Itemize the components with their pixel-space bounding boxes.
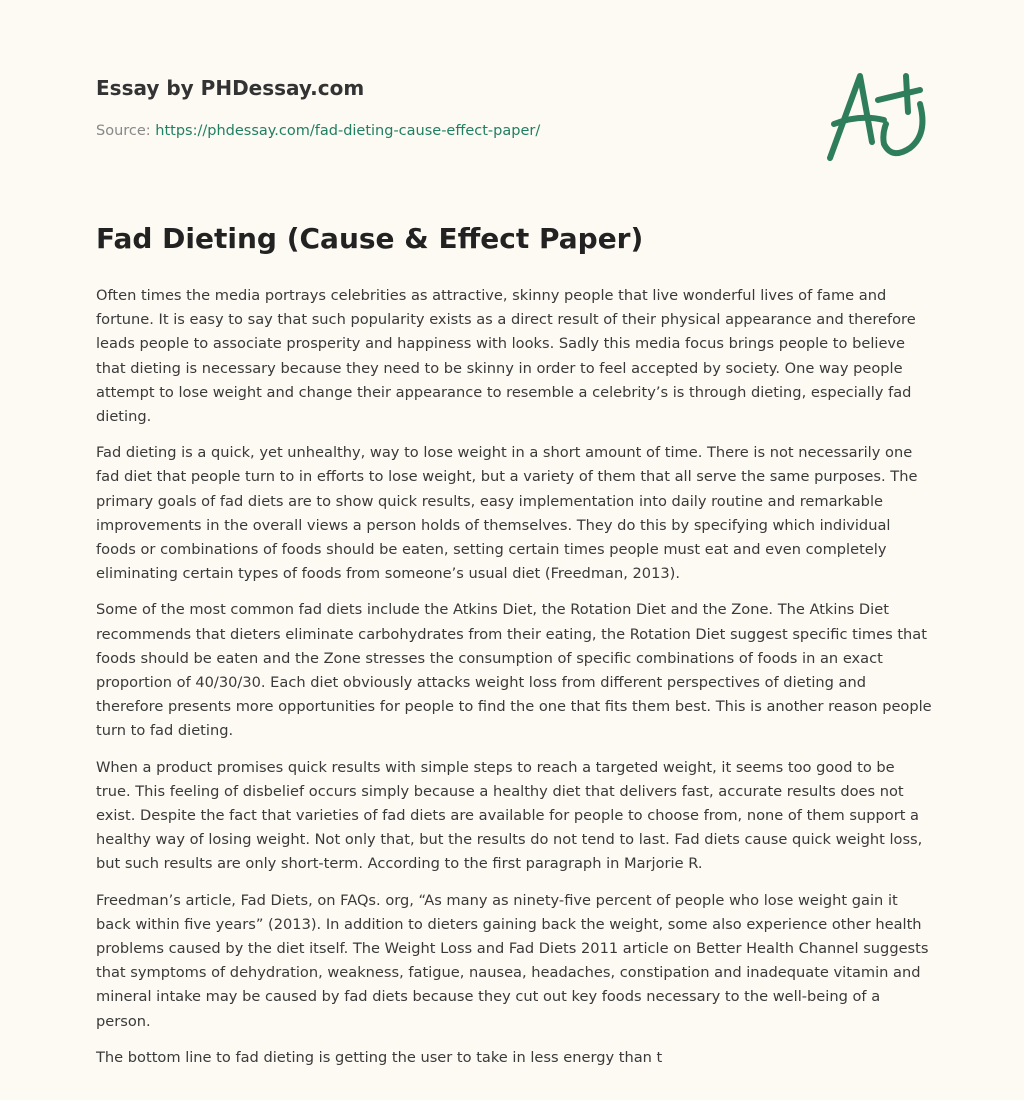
- paragraph: When a product promises quick results with simple steps to reach a targeted weight, it seems too good to be true. This feeling of disbelief occurs simply because a healthy diet that delivers fast, accurate results does not exist. Despite the fact that varieties of fad diets are available for people to choose from, none of them support a healthy way of losing weight. Not only that, but the results do not tend to last. Fad diets cause quick weight loss, but such results are only short-term. According to the first paragraph in Marjorie R.: [96, 758, 923, 873]
- source-link[interactable]: https://phdessay.com/fad-dieting-cause-effect-paper/: [155, 123, 541, 139]
- a-plus-logo-icon: [820, 64, 930, 168]
- source-label: Source:: [96, 123, 151, 139]
- paragraph-truncated: The bottom line to fad dieting is getting the user to take in less energy than t: [96, 1048, 663, 1066]
- article-body: [96, 284, 932, 1082]
- brand-title: Essay by PHDessay.com: [96, 76, 365, 100]
- paragraph: Freedman’s article, Fad Diets, on FAQs. org, “As many as ninety-five percent of people who lose weight gain it back within five years” (2013). In addition to dieters gaining back the weight, some also experience other health problems caused by the diet itself. The Weight Loss and Fad Diets 2011 article on Better Health Channel suggests that symptoms of dehydration, weakness, fatigue, nausea, headaches, constipation and inadequate vitamin and mineral intake may be caused by fad diets because they cut out key foods necessary to the well-being of a person.: [96, 891, 929, 1030]
- paragraph: Often times the media portrays celebrities as attractive, skinny people that live wonderful lives of fame and fortune. It is easy to say that such popularity exists as a direct result of their physical appearance and therefore leads people to associate prosperity and happiness with looks. Sadly this media focus brings people to believe that dieting is necessary because they need to be skinny in order to feel accepted by society. One way people attempt to lose weight and change their appearance to resemble a celebrity’s is through dieting, especially fad dieting.: [96, 287, 916, 426]
- paragraph: Some of the most common fad diets include the Atkins Diet, the Rotation Diet and the Zone. The Atkins Diet recommends that dieters eliminate carbohydrates from their eating, the Rotation Diet suggest specific times that foods should be eaten and the Zone stresses the consumption of specific combinations of foods in an exact proportion of 40/30/30. Each diet obviously attacks weight loss from different perspectives of dieting and therefore presents more opportunities for people to find the one that fits them best. This is another reason people turn to fad dieting.: [96, 601, 932, 740]
- source-line: [96, 123, 540, 139]
- paragraph: Fad dieting is a quick, yet unhealthy, way to lose weight in a short amount of time. There is not necessarily one fad diet that people turn to in efforts to lose weight, but a variety of them that all serve the same purposes. The primary goals of fad diets are to show quick results, easy implementation into daily routine and remarkable improvements in the overall views a person holds of themselves. They do this by specifying which individual foods or combinations of foods should be eaten, setting certain times people must eat and even completely eliminating certain types of foods from someone’s usual diet (Freedman, 2013).: [96, 444, 918, 583]
- article-title: Fad Dieting (Cause & Effect Paper): [96, 222, 644, 255]
